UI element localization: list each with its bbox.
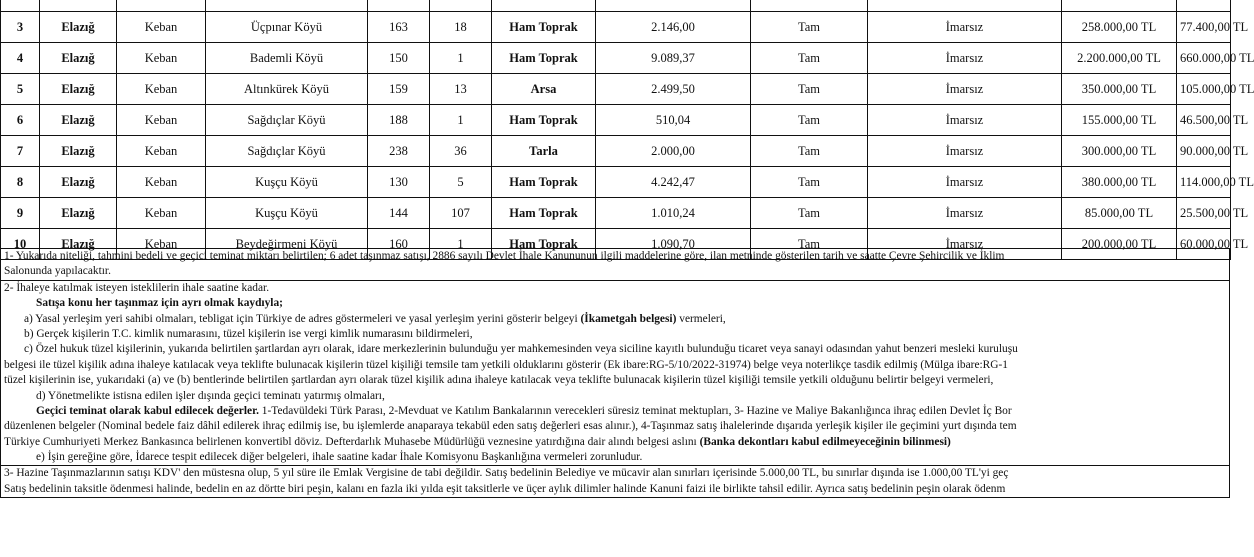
cell-area: 2.000,00 xyxy=(596,136,751,167)
cell-property-type: Ham Toprak xyxy=(492,12,596,43)
note-2-guarantee-1 xyxy=(4,404,1226,419)
cell-block-number: 159 xyxy=(368,74,430,105)
table-row-partial xyxy=(1,0,1231,12)
cell-village: Sağdıçlar Köyü xyxy=(206,136,368,167)
cell-share: Tam xyxy=(751,74,868,105)
cell-district: Keban xyxy=(117,229,206,260)
note-1 xyxy=(0,248,1230,281)
cell-row-number: 3 xyxy=(1,12,40,43)
note-2 xyxy=(0,281,1230,467)
cell-block-number: 144 xyxy=(368,198,430,229)
cell-parcel-number: 5 xyxy=(430,167,492,198)
cell-zoning-status: İmarsız xyxy=(868,43,1062,74)
table-row xyxy=(1,105,1231,136)
cell-property-type: Ham Toprak xyxy=(492,105,596,136)
note-2-item-c-1: c) Özel hukuk tüzel kişilerinin, yukarıda belirtilen şartlardan ayrı olarak, idare merkezlerinin bulunduğu yer mahkemesinden veya siciline kayıtlı bulunduğu ticaret veya sanayi odasından yahut benzeri mesleki kuruluşu xyxy=(24,343,1018,356)
note-2-item-e: e) İşin gereğine göre, İdarece tespit edilecek diğer belgeleri, ihale saatine kadar İhale Komisyonu Başkanlığına vermeleri zorunludur. xyxy=(36,451,643,464)
cell-property-type: Ham Toprak xyxy=(492,198,596,229)
note-2-item-c-3: tüzel kişilerinin ise, yukarıdaki (a) ve (b) bentlerinde belirtilen şartlardan ayrı olarak tüzel kişilik adına ihaleye katılacak veya teklifte bulunacak kişilerin tüzel kişiliği temsile yetkili olduğunu belirtir belgeyi vermeleri, xyxy=(4,374,994,387)
cell-village: Üçpınar Köyü xyxy=(206,12,368,43)
cell-row-number: 4 xyxy=(1,43,40,74)
cell-block-number: 188 xyxy=(368,105,430,136)
cell-estimated-value: 155.000,00 TL xyxy=(1062,105,1177,136)
cell-deposit-amount: 90.000,00 TL xyxy=(1177,136,1231,167)
note-2-item-c-2: belgesi ile tüzel kişilik adına ihaleye katılacak veya teklifte bulunacak kişilerin tüzel kişiliği temsile tam yetkili olduklarını gösterir (Ek ibare:RG-5/10/2022-31974) belge veya noterlikçe tasdik edilmiş (Mülga ibare:RG-1 xyxy=(4,358,1008,371)
cell-deposit-amount: 77.400,00 TL xyxy=(1177,12,1231,43)
cell-area: 9.089,37 xyxy=(596,43,751,74)
cell-area: 2.499,50 xyxy=(596,74,751,105)
cell-share: Tam xyxy=(751,12,868,43)
table-row xyxy=(1,74,1231,105)
note-2-heading xyxy=(4,296,1226,311)
note-2-guarantee-3-bold: (Banka dekontları kabul edilmeyeceğinin bilinmesi) xyxy=(699,435,951,448)
table-row xyxy=(1,198,1231,229)
cell-parcel-number: 1 xyxy=(430,43,492,74)
cell-row-number: 7 xyxy=(1,136,40,167)
note-2-item-d: d) Yönetmelikte istisna edilen işler dışında geçici teminatı yatırmış olmaları, xyxy=(36,389,385,402)
cell-zoning-status: İmarsız xyxy=(868,198,1062,229)
note-2-item-a-end: vermeleri, xyxy=(679,312,726,325)
cell-estimated-value: 200.000,00 TL xyxy=(1062,229,1177,260)
cell-zoning-status: İmarsız xyxy=(868,12,1062,43)
note-3-line-1: 3- Hazine Taşınmazlarının satışı KDV' den müstesna olup, 5 yıl süre ile Emlak Vergisine de tabi değildir. Satış bedelinin Belediye ve mücavir alan sınırları içerisinde 5.000,00 TL, bu sınırlar dışında ise 1.000,00 TL'yi geç xyxy=(4,467,1009,480)
cell-parcel-number: 13 xyxy=(430,74,492,105)
note-3 xyxy=(0,466,1230,498)
cell-district: Keban xyxy=(117,105,206,136)
cell-area: 4.242,47 xyxy=(596,167,751,198)
cell-zoning-status: İmarsız xyxy=(868,167,1062,198)
cell-estimated-value: 85.000,00 TL xyxy=(1062,198,1177,229)
cell-property-type: Ham Toprak xyxy=(492,167,596,198)
cell-area: 510,04 xyxy=(596,105,751,136)
cell-parcel-number: 36 xyxy=(430,136,492,167)
cell-block-number: 130 xyxy=(368,167,430,198)
cell-parcel-number: 1 xyxy=(430,229,492,260)
cell-district: Keban xyxy=(117,198,206,229)
cell-property-type: Ham Toprak xyxy=(492,229,596,260)
cell-row-number: 10 xyxy=(1,229,40,260)
cell-block-number: 163 xyxy=(368,12,430,43)
cell-parcel-number: 107 xyxy=(430,198,492,229)
note-1-line-2: Salonunda yapılacaktır. xyxy=(4,265,111,278)
note-2-line-1: 2- İhaleye katılmak isteyen isteklilerin ihale saatine kadar. xyxy=(4,281,270,294)
cell-block-number: 150 xyxy=(368,43,430,74)
cell-area: 1.090,70 xyxy=(596,229,751,260)
cell-share: Tam xyxy=(751,167,868,198)
cell-deposit-amount: 660.000,00 TL xyxy=(1177,43,1231,74)
cell-area: 2.146,00 xyxy=(596,12,751,43)
notes-section xyxy=(0,248,1230,498)
note-2-guarantee-bold: Geçici teminat olarak kabul edilecek değerler. xyxy=(36,404,259,417)
cell-zoning-status: İmarsız xyxy=(868,136,1062,167)
cell-deposit-amount: 105.000,00 TL xyxy=(1177,74,1231,105)
cell-property-type: Tarla xyxy=(492,136,596,167)
note-2-guarantee-3-text: Türkiye Cumhuriyeti Merkez Bankasınca belirlenen konvertibl döviz. Defterdarlık Muhasebe Müdürlüğü veznesine yatırdığına dair alındı belgesi aslını xyxy=(4,435,697,448)
cell-village: Sağdıçlar Köyü xyxy=(206,105,368,136)
cell-row-number: 8 xyxy=(1,167,40,198)
cell-district: Keban xyxy=(117,12,206,43)
cell-district: Keban xyxy=(117,74,206,105)
cell-estimated-value: 2.200.000,00 TL xyxy=(1062,43,1177,74)
cell-village: Beydeğirmeni Köyü xyxy=(206,229,368,260)
note-2-guarantee-rest: 1-Tedavüldeki Türk Parası, 2-Mevduat ve Katılım Bankalarının verecekleri süresiz teminat mektupları, 3- Hazine ve Maliye Bakanlığınca ihraç edilen Devlet İç Bor xyxy=(261,404,1012,417)
cell-property-type: Ham Toprak xyxy=(492,43,596,74)
table-row xyxy=(1,136,1231,167)
cell-zoning-status: İmarsız xyxy=(868,105,1062,136)
cell-block-number: 238 xyxy=(368,136,430,167)
cell-district: Keban xyxy=(117,43,206,74)
cell-estimated-value: 350.000,00 TL xyxy=(1062,74,1177,105)
note-2-heading-text: Satışa konu her taşınmaz için ayrı olmak kaydıyla; xyxy=(36,297,283,310)
cell-village: Bademli Köyü xyxy=(206,43,368,74)
note-2-item-b: b) Gerçek kişilerin T.C. kimlik numarasını, tüzel kişilerin ise vergi kimlik numarasını bildirmeleri, xyxy=(24,327,473,340)
note-3-line-2: Satış bedelinin taksitle ödenmesi halinde, bedelin en az dörtte biri peşin, kalanı en fazla iki yılda eşit taksitlerle ve üçer aylık dilimler halinde Kanuni faizi ile birlikte tahsil edilir. Ayrıca satış bedelinin peşin olarak ödenm xyxy=(4,482,1006,495)
cell-estimated-value: 258.000,00 TL xyxy=(1062,12,1177,43)
cell-village: Kuşçu Köyü xyxy=(206,167,368,198)
cell-parcel-number: 1 xyxy=(430,105,492,136)
cell-province: Elazığ xyxy=(40,74,117,105)
cell-share: Tam xyxy=(751,105,868,136)
note-1-line-1: 1- Yukarıda niteliği, tahmini bedeli ve geçici teminat miktarı belirtilen; 6 adet taşınmaz satışı, 2886 sayılı Devlet İhale Kanununun ilgili maddelerine göre, ilan metninde gösterilen tarih ve saatte Çevre Şehircilik ve İklim xyxy=(4,250,1005,262)
cell-row-number: 5 xyxy=(1,74,40,105)
table-row xyxy=(1,167,1231,198)
cell-province: Elazığ xyxy=(40,229,117,260)
cell-deposit-amount: 114.000,00 TL xyxy=(1177,167,1231,198)
cell-province: Elazığ xyxy=(40,167,117,198)
note-2-item-a-bold: (İkametgah belgesi) xyxy=(580,312,677,325)
table-row xyxy=(1,43,1231,74)
cell-block-number: 160 xyxy=(368,229,430,260)
property-table xyxy=(0,0,1254,260)
cell-deposit-amount: 46.500,00 TL xyxy=(1177,105,1231,136)
note-2-guarantee-2: düzenlenen belgeler (Nominal bedele faiz dâhil edilerek ihraç edilmiş ise, bu işlemlerde anaparaya tekabül eden satış değerleri esas alınır.), 4-Taşınmaz satış ihalelerinde dışarıda yerleşik kişiler ile geçimini yurt dışında tem xyxy=(4,420,1017,433)
cell-province: Elazığ xyxy=(40,43,117,74)
cell-village: Altınkürek Köyü xyxy=(206,74,368,105)
cell-share: Tam xyxy=(751,198,868,229)
cell-village: Kuşçu Köyü xyxy=(206,198,368,229)
cell-deposit-amount: 60.000,00 TL xyxy=(1177,229,1231,260)
cell-estimated-value: 380.000,00 TL xyxy=(1062,167,1177,198)
cell-row-number: 9 xyxy=(1,198,40,229)
cell-province: Elazığ xyxy=(40,136,117,167)
note-2-item-a xyxy=(4,312,1226,327)
cell-zoning-status: İmarsız xyxy=(868,74,1062,105)
cell-parcel-number: 18 xyxy=(430,12,492,43)
note-2-item-a-text: a) Yasal yerleşim yeri sahibi olmaları, tebligat için Türkiye de adres göstermeleri ve yasal yerleşim yerini gösterir belgeyi xyxy=(24,312,578,325)
cell-district: Keban xyxy=(117,167,206,198)
cell-share: Tam xyxy=(751,136,868,167)
cell-deposit-amount: 25.500,00 TL xyxy=(1177,198,1231,229)
cell-share: Tam xyxy=(751,43,868,74)
cell-row-number: 6 xyxy=(1,105,40,136)
cell-province: Elazığ xyxy=(40,12,117,43)
cell-estimated-value: 300.000,00 TL xyxy=(1062,136,1177,167)
cell-zoning-status: İmarsız xyxy=(868,229,1062,260)
cell-share: Tam xyxy=(751,229,868,260)
cell-province: Elazığ xyxy=(40,198,117,229)
note-2-guarantee-3 xyxy=(4,435,1226,450)
cell-area: 1.010,24 xyxy=(596,198,751,229)
cell-property-type: Arsa xyxy=(492,74,596,105)
cell-district: Keban xyxy=(117,136,206,167)
table-row xyxy=(1,12,1231,43)
cell-province: Elazığ xyxy=(40,105,117,136)
